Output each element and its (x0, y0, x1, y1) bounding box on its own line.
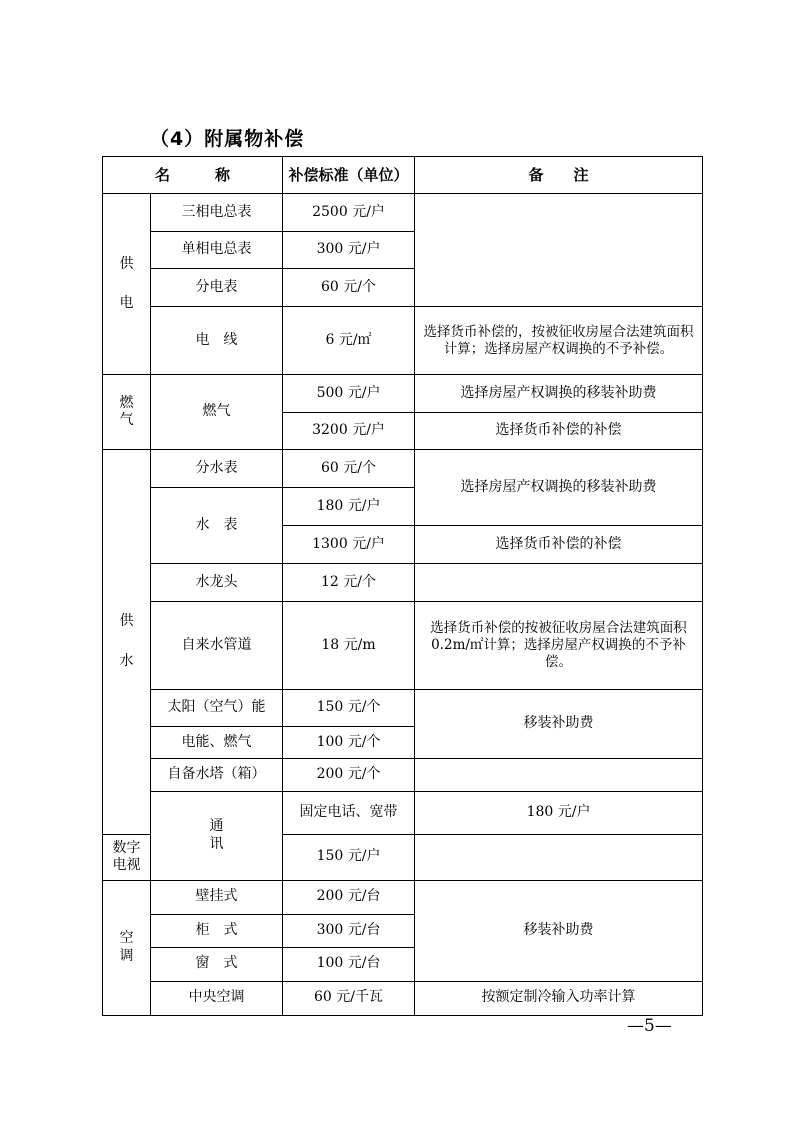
page-number: —5— (627, 1016, 672, 1036)
note-empty (415, 759, 703, 792)
item-name: 自备水塔（箱） (151, 759, 283, 792)
item-note: 选择房屋产权调换的移装补助费 (415, 450, 703, 526)
table-row (103, 450, 703, 488)
table-row (103, 880, 703, 914)
item-standard: 18 元/m (283, 602, 415, 690)
compensation-table (102, 156, 703, 1016)
item-note: 按额定制冷输入功率计算 (415, 981, 703, 1015)
header-standard: 补偿标准（单位） (283, 157, 415, 194)
item-note: 选择货币补偿的补偿 (415, 526, 703, 564)
table-row (103, 194, 703, 232)
header-note: 备 注 (415, 157, 703, 194)
category-water: 供 水 (103, 450, 151, 835)
item-name: 水 表 (151, 488, 283, 564)
item-name: 单相电总表 (151, 232, 283, 269)
note-empty (415, 564, 703, 602)
item-name: 分电表 (151, 269, 283, 307)
item-note: 选择货币补偿的按被征收房屋合法建筑面积 0.2m/㎡计算；选择房屋产权调换的不予补偿。 (415, 602, 703, 690)
section-heading: （4）附属物补偿 (150, 128, 305, 150)
item-standard: 500 元/户 (283, 375, 415, 413)
item-standard: 1300 元/户 (283, 526, 415, 564)
item-standard: 180 元/户 (283, 488, 415, 526)
table-row (103, 759, 703, 792)
item-standard: 2500 元/户 (283, 194, 415, 232)
item-standard: 200 元/个 (283, 759, 415, 792)
item-note: 选择货币补偿的，按被征收房屋合法建筑面积计算；选择房屋产权调换的不予补偿。 (415, 307, 703, 375)
item-note: 移装补助费 (415, 880, 703, 981)
item-standard: 300 元/台 (283, 914, 415, 947)
table-row (103, 307, 703, 375)
table-row (103, 602, 703, 690)
item-note: 选择货币补偿的补偿 (415, 413, 703, 450)
item-standard: 100 元/个 (283, 727, 415, 759)
item-name: 数字电视 (103, 834, 151, 880)
category-comm: 通 讯 (151, 792, 283, 881)
item-standard: 3200 元/户 (283, 413, 415, 450)
item-standard: 100 元/台 (283, 947, 415, 981)
item-standard: 150 元/个 (283, 690, 415, 727)
item-name: 电 线 (151, 307, 283, 375)
item-name: 窗 式 (151, 947, 283, 981)
category-ac: 空 调 (103, 880, 151, 1015)
header-row (103, 157, 703, 194)
item-name: 电能、燃气 (151, 727, 283, 759)
category-gas: 燃 气 (103, 375, 151, 450)
item-name: 中央空调 (151, 981, 283, 1015)
item-name: 三相电总表 (151, 194, 283, 232)
category-power: 供 电 (103, 194, 151, 375)
item-name: 分水表 (151, 450, 283, 488)
table-row (103, 792, 703, 835)
item-name: 水龙头 (151, 564, 283, 602)
table-row (103, 690, 703, 727)
item-name: 燃气 (151, 375, 283, 450)
item-standard: 6 元/㎡ (283, 307, 415, 375)
table-row (103, 375, 703, 413)
item-name: 壁挂式 (151, 880, 283, 914)
item-standard: 12 元/个 (283, 564, 415, 602)
item-standard: 180 元/户 (415, 792, 703, 835)
header-name: 名 称 (103, 157, 283, 194)
item-standard: 60 元/千瓦 (283, 981, 415, 1015)
item-note: 移装补助费 (415, 690, 703, 759)
item-name: 太阳（空气）能 (151, 690, 283, 727)
item-standard: 60 元/个 (283, 269, 415, 307)
table-row (103, 981, 703, 1015)
item-standard: 60 元/个 (283, 450, 415, 488)
note-empty (415, 194, 703, 307)
item-name: 自来水管道 (151, 602, 283, 690)
item-note: 选择房屋产权调换的移装补助费 (415, 375, 703, 413)
table-row (103, 564, 703, 602)
item-name: 固定电话、宽带 (283, 792, 415, 835)
item-standard: 300 元/户 (283, 232, 415, 269)
item-standard: 200 元/台 (283, 880, 415, 914)
item-standard: 150 元/户 (283, 834, 415, 880)
item-name: 柜 式 (151, 914, 283, 947)
